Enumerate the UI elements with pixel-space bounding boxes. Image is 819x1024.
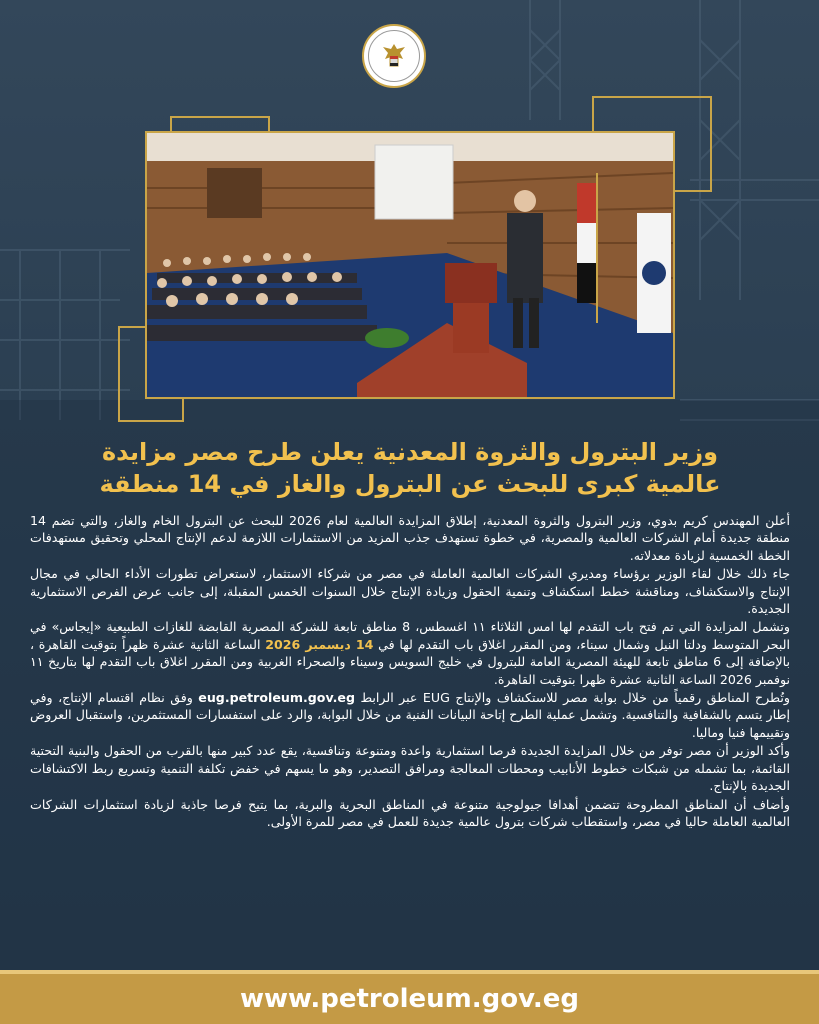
paragraph-2: جاء ذلك خلال لقاء الوزير برؤساء ومديري الشركات العالمية العاملة في مصر من شركاء الاستثمار، لاستعراض تطورات الأداء الحالي في مجال الإنتاج والاستكشاف، ومناقشة خطط استكشاف وتنمية الحقول وزيادة الإنتاج خلال السنوات الخمس المقبلة، إلى جانب عرض الفرص الاستثمارية الجديدة. [30,566,790,617]
deadline-date-highlight: 14 ديسمبر 2026 [265,636,374,652]
paragraph-1: أعلن المهندس كريم بدوي، وزير البترول والثروة المعدنية، إطلاق المزايدة العالمية لعام 2026 للبحث عن البترول الخام والغاز، والتي تضم 14 منطقة جديدة أمام الشركات العالمية والمصرية، في خطوة تستهدف جذب المزيد من الاستثمارات اللازمة لدعم الإنتاج المحلي وتحقيق مستهدفات الخطة الخمسية لزيادة معدلاته. [30,513,790,563]
paragraph-6: وأضاف أن المناطق المطروحة تتضمن أهدافا جيولوجية متنوعة في المناطق البحرية والبرية، بما يتيح فرصا جاذبة لزيادة استثمارات الشركات العالمية العاملة حاليا في مصر، واستقطاب شركات بترول عالمية جديدة للعمل في مصر للمرة الأولى. [30,796,790,829]
headline-line-2: عالمية كبرى للبحث عن البترول والغاز في 14 منطقة [99,470,721,498]
paragraph-3-end: الساعة الثانية عشرة ظهراً بتوقيت القاهرة ، بالإضافة إلى 6 مناطق تابعة للهيئة المصرية العامة للبترول في خليج السويس وسيناء والصحراء الغربية ومن المقرر اغلاق باب التقدم لها بتاريخ ١١ نوفمبر 2026 الساعة الثانية عشرة ظهرا بتوقيت القاهرة. [30,636,790,687]
paragraph-3 [30,618,790,688]
article-body [30,512,790,831]
paragraph-4-end: وفق نظام اقتسام الإنتاج، وفي إطار يتسم بالشفافية والتنافسية. وتشمل عملية الطرح إتاحة البيانات الفنية من خلال البوابة، والرد على استفسارات المستثمرين، واستقبال العروض وتقييمها فنيا وماليا. [30,690,790,740]
ministry-logo [362,24,426,88]
paragraph-4 [30,689,790,741]
headline [60,436,760,500]
footer-bar [0,970,819,1024]
portal-link[interactable]: eug.petroleum.gov.eg [198,690,355,706]
headline-line-1: وزير البترول والثروة المعدنية يعلن طرح مصر مزايدة [101,438,719,466]
paragraph-4-start: وتُطرح المناطق رقمياً من خلال بوابة مصر للاستكشاف والإنتاج EUG عبر الرابط [354,690,790,706]
press-conference-photo [145,131,675,399]
paragraph-3-start: وتشمل المزايدة التي تم فتح باب التقدم لها امس الثلاثاء ١١ اغسطس، 8 مناطق تابعة للشركة المصرية القابضة للغازات الطبيعية «إيجاس» في البحر المتوسط ودلتا النيل وشمال سيناء، ومن المقرر اغلاق باب التقدم لها في [30,619,790,652]
website-link[interactable]: www.petroleum.gov.eg [239,984,580,1014]
paragraph-5: وأكد الوزير أن مصر توفر من خلال المزايدة الجديدة فرصا استثمارية واعدة ومتنوعة وتنافسية، يقع عدد كبير منها بالقرب من الحقول والبنية التحتية القائمة، بما تشمله من شبكات خطوط الأنابيب ومحطات المعالجة ومرافق التصدير، وهو ما يسهم في خفض تكلفة التنمية وتسريع ربط الاكتشافات الجديدة بالإنتاج. [30,743,790,794]
eagle-emblem-icon [368,30,420,82]
